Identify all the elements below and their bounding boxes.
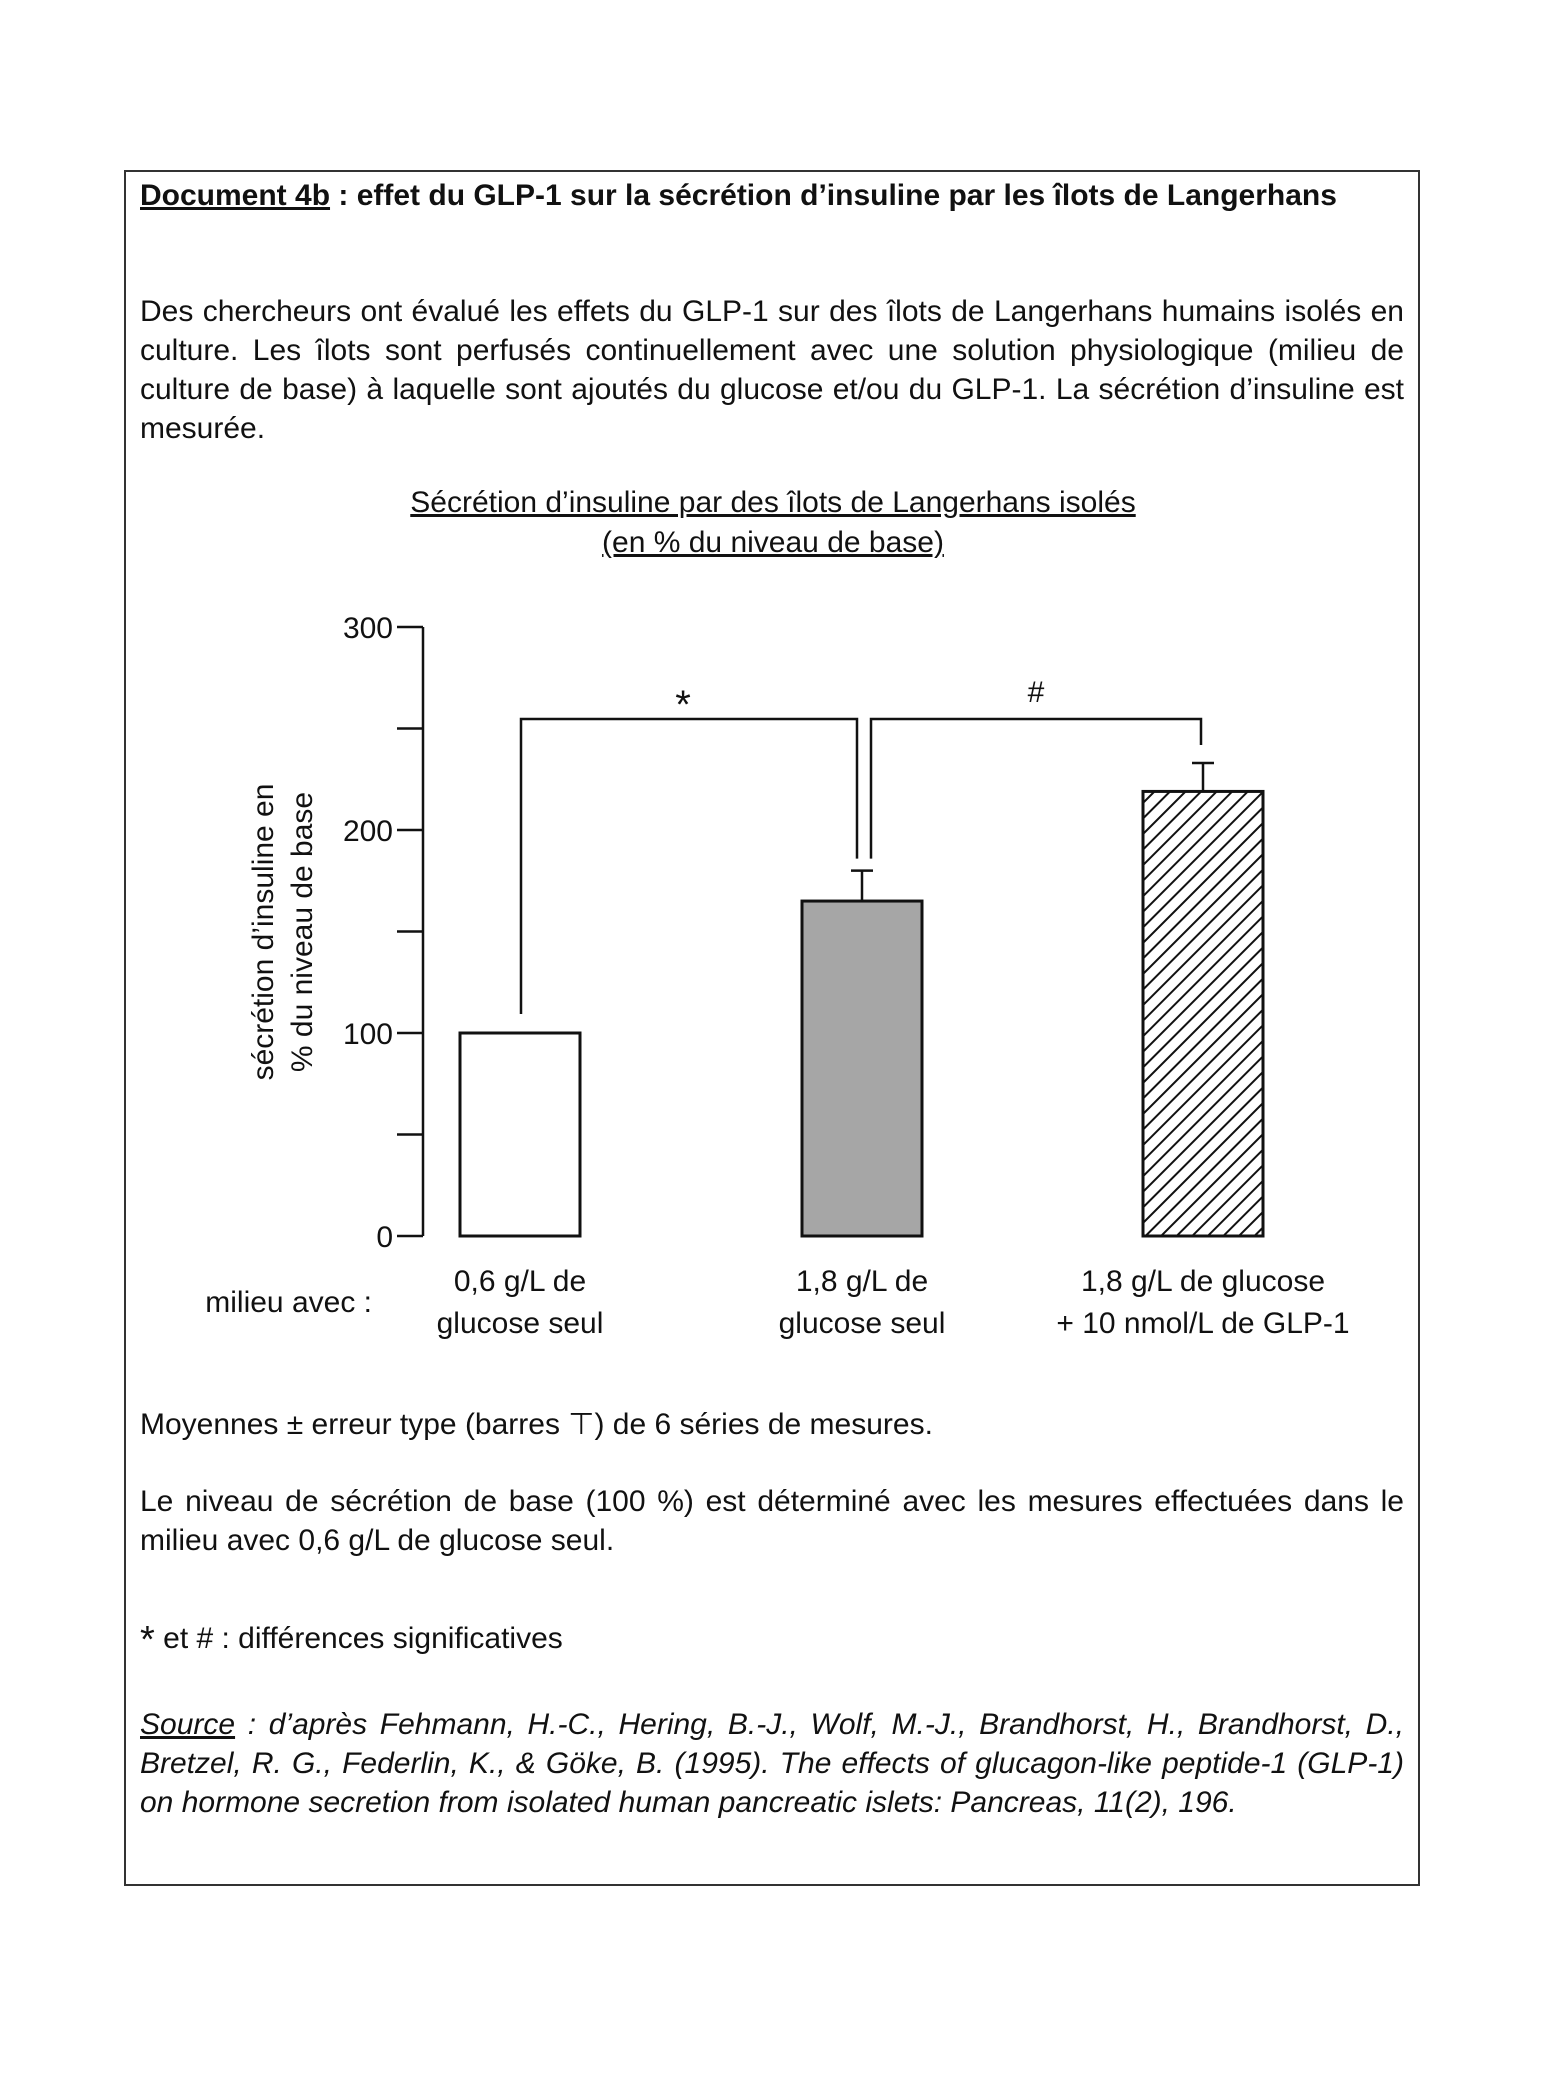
base-level-note: Le niveau de sécrétion de base (100 %) est déterminé avec les mesures effectuées dans le milieu avec 0,6 g/L de glucose seul. <box>140 1485 1404 1557</box>
chart-title: Sécrétion d’insuline par des îlots de Langerhans isolés <box>410 486 1136 519</box>
y-tick-label: 300 <box>342 612 393 645</box>
category-label-1-line2: glucose seul <box>436 1307 604 1340</box>
y-axis-title <box>247 784 319 1081</box>
y-axis-ticks <box>343 612 423 1254</box>
significance-note-text: et # : différences significatives <box>154 1622 563 1655</box>
intro-paragraph: Des chercheurs ont évalué les effets du GLP-1 sur des îlots de Langerhans humains isolés en culture. Les îlots sont perfusés continuellement avec une solution physiologique (milieu de culture de base) à laquelle sont ajoutés du glucose et/ou du GLP-1. La sécrétion d’insuline est mesurée. <box>140 295 1404 445</box>
category-label-2-line1: 1,8 g/L de <box>795 1265 929 1298</box>
y-tick-label: 0 <box>376 1221 393 1254</box>
chart-subtitle: (en % du niveau de base) <box>602 526 944 559</box>
significance-symbol-1: * <box>675 683 691 727</box>
document-title-text: : effet du GLP-1 sur la sécrétion d’insuline par les îlots de Langerhans <box>330 179 1337 212</box>
bars <box>460 763 1263 1236</box>
y-tick-label: 200 <box>342 815 393 848</box>
y-axis-title-line2: % du niveau de base <box>286 791 319 1073</box>
category-label-3-line1: 1,8 g/L de glucose <box>1080 1265 1326 1298</box>
bar-1 <box>460 1033 580 1236</box>
x-axis-labels <box>437 1265 1350 1340</box>
bar-3 <box>1143 791 1263 1236</box>
significance-note <box>140 1619 1404 1660</box>
category-label-1-line1: 0,6 g/L de <box>453 1265 587 1298</box>
category-prefix-label: milieu avec : <box>205 1286 372 1319</box>
category-label-3-line2: + 10 nmol/L de GLP-1 <box>1056 1307 1350 1340</box>
source-citation <box>140 1705 1404 1822</box>
source-label: Source <box>140 1708 236 1741</box>
document-label: Document 4b <box>140 179 331 212</box>
bar-2 <box>802 901 922 1236</box>
significance-symbol-2: # <box>1027 676 1045 709</box>
stats-note: Moyennes ± erreur type (barres ⊤) de 6 séries de mesures. <box>140 1408 933 1441</box>
source-text: : d’après Fehmann, H.-C., Hering, B.-J., Wolf, M.-J., Brandhorst, H., Brandhorst, D., Bretzel, R. G., Federlin, K., & Göke, B. (1995). The effects of glucagon-like peptide-1 (GLP-1) on hormone secretion from isolated human pancreatic islets: Pancreas, 11(2), 196. <box>140 1708 1404 1819</box>
significance-star: * <box>140 1619 155 1661</box>
y-tick-label: 100 <box>342 1018 393 1051</box>
y-axis-title-line1: sécrétion d’insuline en <box>247 783 280 1081</box>
category-label-2-line2: glucose seul <box>778 1307 946 1340</box>
